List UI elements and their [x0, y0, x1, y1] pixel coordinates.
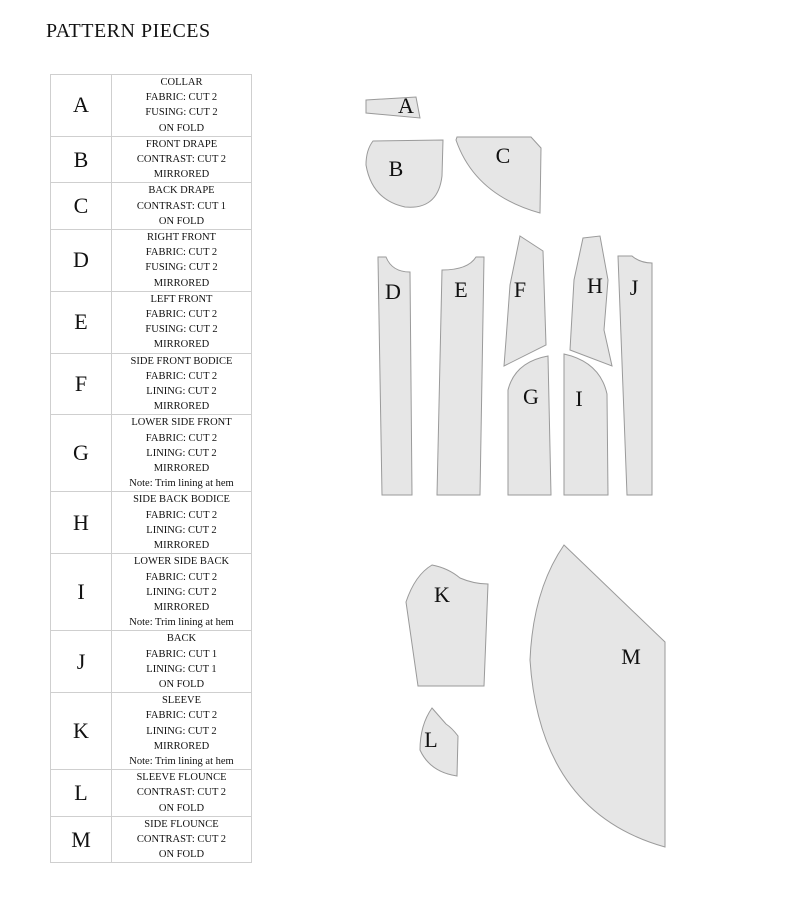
- piece-description-line: FUSING: CUT 2: [145, 262, 218, 274]
- piece-description-line: LINING: CUT 2: [146, 447, 217, 459]
- piece-letter: G: [51, 415, 112, 492]
- piece-description-line: ON FOLD: [158, 122, 205, 134]
- piece-m-shape: [530, 545, 665, 847]
- piece-description-line: MIRRORED: [153, 169, 210, 181]
- piece-letter: C: [51, 183, 112, 230]
- piece-description-line: LINING: CUT 1: [146, 663, 217, 675]
- piece-letter: H: [51, 492, 112, 554]
- piece-description-line: BACK DRAPE: [148, 185, 215, 197]
- piece-description-line: ON FOLD: [158, 802, 205, 814]
- piece-b-label: B: [388, 156, 404, 181]
- piece-description-line: SIDE FLOUNCE: [144, 818, 219, 830]
- piece-letter: B: [51, 136, 112, 183]
- piece-description-line: Note: Trim lining at hem: [129, 478, 234, 490]
- piece-letter: F: [51, 353, 112, 415]
- piece-description-line: FABRIC: CUT 1: [145, 648, 218, 660]
- piece-h-label: H: [587, 273, 603, 298]
- piece-a-label: A: [398, 93, 414, 118]
- piece-letter: L: [51, 770, 112, 817]
- piece-letter: I: [51, 554, 112, 631]
- piece-description-line: CONTRAST: CUT 2: [136, 154, 227, 166]
- piece-description-line: FABRIC: CUT 2: [145, 370, 218, 382]
- piece-description-line: ON FOLD: [158, 678, 205, 690]
- piece-j-label: J: [629, 275, 639, 300]
- piece-letter: M: [51, 816, 112, 863]
- piece-description-line: FABRIC: CUT 2: [145, 571, 218, 583]
- piece-description-line: LOWER SIDE FRONT: [131, 417, 232, 429]
- piece-i-shape: [564, 354, 608, 495]
- piece-description-line: SIDE BACK BODICE: [133, 494, 230, 506]
- piece-description-line: SIDE FRONT BODICE: [130, 355, 233, 367]
- piece-description-line: SLEEVE: [161, 695, 202, 707]
- piece-c-label: C: [495, 143, 511, 168]
- piece-description-line: LOWER SIDE BACK: [133, 556, 230, 568]
- piece-g-label: G: [523, 384, 539, 409]
- piece-description-line: LINING: CUT 2: [146, 386, 217, 398]
- piece-description-line: ON FOLD: [158, 215, 205, 227]
- piece-description-line: FABRIC: CUT 2: [145, 432, 218, 444]
- piece-d-label: D: [385, 279, 401, 304]
- piece-description-line: CONTRAST: CUT 1: [136, 200, 227, 212]
- piece-description-line: CONTRAST: CUT 2: [136, 833, 227, 845]
- piece-f-label: F: [513, 277, 527, 302]
- piece-h-shape: [570, 236, 612, 366]
- piece-description-line: CONTRAST: CUT 2: [136, 787, 227, 799]
- piece-letter: K: [51, 693, 112, 770]
- piece-k-label: K: [434, 582, 450, 607]
- page-title: PATTERN PIECES: [46, 20, 211, 42]
- piece-description-line: MIRRORED: [153, 463, 210, 475]
- piece-description-line: MIRRORED: [153, 277, 210, 289]
- piece-g-shape: [508, 356, 551, 495]
- piece-description-line: SLEEVE FLOUNCE: [136, 772, 227, 784]
- piece-description-line: MIRRORED: [153, 401, 210, 413]
- piece-description-line: Note: Trim lining at hem: [129, 617, 234, 629]
- piece-description-line: FUSING: CUT 2: [145, 324, 218, 336]
- piece-letter: D: [51, 230, 112, 292]
- piece-description-line: FABRIC: CUT 2: [145, 509, 218, 521]
- piece-description-line: FUSING: CUT 2: [145, 107, 218, 119]
- piece-description-line: MIRRORED: [153, 740, 210, 752]
- piece-description-line: FRONT DRAPE: [145, 138, 218, 150]
- piece-description-line: MIRRORED: [153, 339, 210, 351]
- piece-description-line: ON FOLD: [158, 849, 205, 861]
- piece-description-line: RIGHT FRONT: [147, 232, 216, 244]
- piece-description-line: MIRRORED: [153, 601, 210, 613]
- piece-description-line: LINING: CUT 2: [146, 725, 217, 737]
- piece-e-label: E: [454, 277, 468, 302]
- piece-description-line: FABRIC: CUT 2: [145, 309, 218, 321]
- piece-description-line: FABRIC: CUT 2: [145, 247, 218, 259]
- piece-description-line: Note: Trim lining at hem: [129, 755, 234, 767]
- piece-m-label: M: [621, 644, 641, 669]
- piece-b-shape: [366, 140, 443, 207]
- piece-letter: J: [51, 631, 112, 693]
- piece-description-line: FABRIC: CUT 2: [145, 92, 218, 104]
- piece-description-line: LEFT FRONT: [150, 293, 213, 305]
- piece-description-line: COLLAR: [160, 77, 203, 88]
- piece-letter: A: [51, 75, 112, 137]
- piece-description-line: LINING: CUT 2: [146, 524, 217, 536]
- piece-description-line: FABRIC: CUT 2: [145, 710, 218, 722]
- piece-i-label: I: [575, 386, 583, 411]
- piece-description-line: MIRRORED: [153, 540, 210, 552]
- piece-l-label: L: [424, 727, 438, 752]
- piece-description-line: BACK: [166, 633, 197, 645]
- piece-letter: E: [51, 291, 112, 353]
- piece-description-line: LINING: CUT 2: [146, 586, 217, 598]
